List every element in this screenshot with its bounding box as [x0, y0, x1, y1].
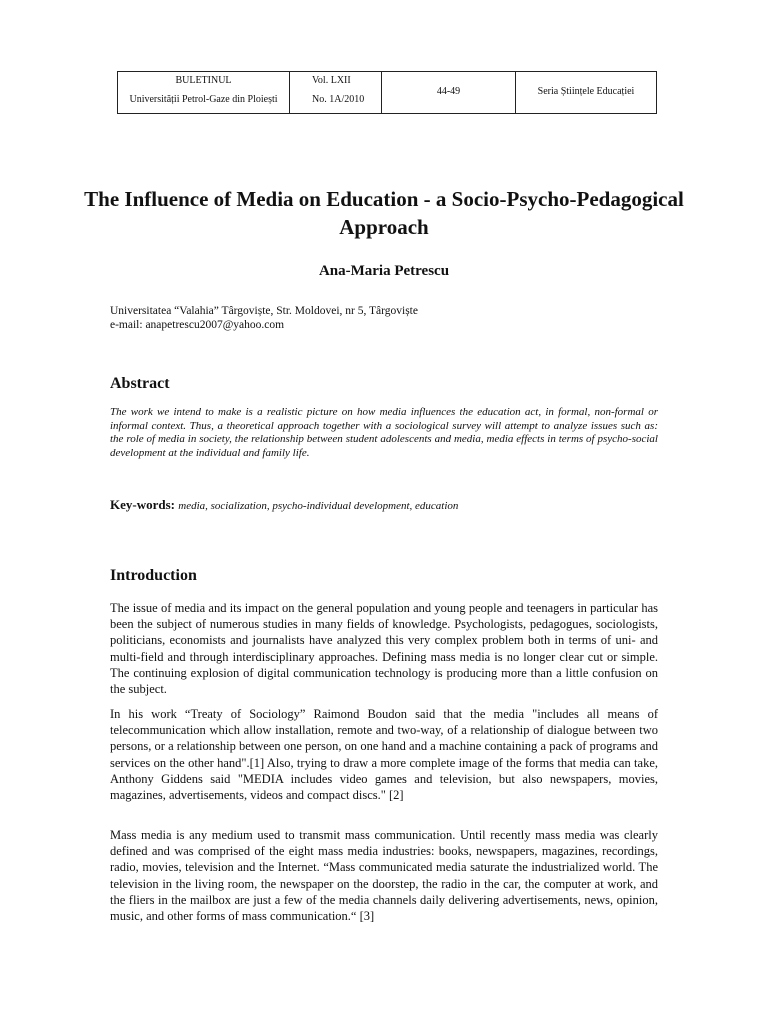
pages-label: 44-49: [436, 86, 461, 97]
author-name: Ana-Maria Petrescu: [318, 263, 450, 279]
volume-label: Vol. LXII: [312, 75, 351, 86]
paper-title: The Influence of Media on Education - a Socio-Psycho-Pedagogical Approach: [84, 187, 684, 239]
pages-cell: [381, 72, 515, 113]
introduction-heading: Introduction: [110, 567, 197, 584]
journal-name-line1: BULETINUL: [175, 75, 232, 86]
number-label: No. 1A/2010: [312, 94, 365, 105]
affiliation-block: [110, 304, 670, 332]
abstract-heading: Abstract: [110, 375, 170, 392]
affiliation-institution: Universitatea “Valahia” Târgoviște, Str. Moldovei, nr 5, Târgoviște: [110, 305, 418, 317]
series-cell: [515, 72, 656, 113]
volume-cell: [289, 72, 381, 113]
intro-paragraph-3: Mass media is any medium used to transmit mass communication. Until recently mass media was clearly defined and was comprised of the eight mass media industries: books, newspapers, magazines, recordings, radio, movies, television and the Internet. “Mass communicated media saturate the industrialized world. The television in the living room, the newspaper on the doorstep, the radio in the car, the computer at work, and the fliers in the mailbox are just a few of the media channels daily delivering advertisements, news, opinion, music, and other forms of mass communication.“ [3]: [110, 828, 658, 924]
journal-header-table: [117, 71, 657, 114]
keywords-line: [110, 497, 658, 514]
intro-paragraph-2: In his work “Treaty of Sociology” Raimond Boudon said that the media "includes all means of telecommunication which allow installation, remote and two-way, of a relationship of dialogue between two persons, or a relationship between one person, on one hand and a machine containing a pack of programs and services on the other hand".[1] Also, trying to draw a more complete image of the forms that media can take, Anthony Giddens said "MEDIA includes video games and television, but also newspapers, movies, magazines, advertisements, videos and compact discs." [2]: [110, 707, 658, 803]
journal-name-line2: Universității Petrol-Gaze din Ploiești: [129, 94, 278, 105]
intro-paragraph-1: The issue of media and its impact on the general population and young people and teenagers in particular has been the subject of numerous studies in many fields of knowledge. Psychologists, pedagogues, sociologists, politicians, economists and journalists have analyzed this very complex problem both in terms of uni- and multi-field and through interdisciplinary approaches. Defining mass media is no longer clear cut or simple. The continuing explosion of digital communication technology is producing more than a little confusion on the subject.: [110, 601, 658, 697]
abstract-text: The work we intend to make is a realistic picture on how media influences the education act, in formal, non-formal or informal context. Thus, a theoretical approach together with a sociological survey will attempt to analyze issues such as: the role of media in society, the relationship between student adolescents and media, media effects in terms of psycho-social development at the individual and family life.: [110, 406, 658, 459]
keywords-value: media, socialization, psycho-individual development, education: [178, 500, 459, 512]
keywords-label: Key-words:: [110, 497, 175, 512]
affiliation-email: e-mail: anapetrescu2007@yahoo.com: [110, 319, 285, 331]
journal-name-cell: [118, 72, 289, 113]
series-label: Seria Științele Educației: [537, 86, 635, 97]
